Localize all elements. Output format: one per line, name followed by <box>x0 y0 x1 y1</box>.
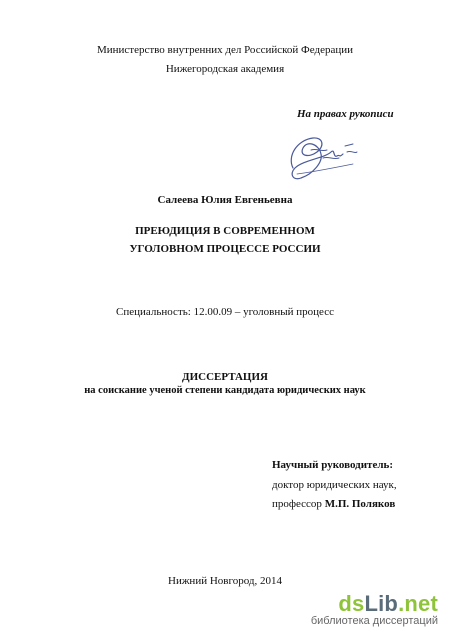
place-year: Нижний Новгород, 2014 <box>168 575 282 587</box>
supervisor-heading: Научный руководитель: <box>272 459 393 471</box>
title-line-2: УГОЛОВНОМ ПРОЦЕССЕ РОССИИ <box>129 243 321 255</box>
supervisor-title-name <box>272 497 395 511</box>
logo-ds: ds <box>338 591 365 616</box>
author-name: Салеева Юлия Евгеньевна <box>157 194 293 206</box>
supervisor-name: М.П. Поляков <box>324 498 396 510</box>
logo-net: .net <box>398 591 438 616</box>
document-type: ДИССЕРТАЦИЯ <box>182 371 268 383</box>
academy-header: Нижегородская академия <box>165 63 285 75</box>
specialty: Специальность: 12.00.09 – уголовный процесс <box>116 306 334 318</box>
ministry-header: Министерство внутренних дел Российской Федерации <box>96 44 353 56</box>
dslib-tagline: библиотека диссертаций <box>310 615 438 627</box>
degree-purpose: на соискание ученой степени кандидата юридических наук <box>84 385 366 396</box>
handwritten-signature <box>283 128 363 190</box>
logo-lib: Lib <box>364 591 399 616</box>
dslib-logo <box>311 592 438 616</box>
supervisor-title-prefix: профессор <box>272 498 322 510</box>
supervisor-degree: доктор юридических наук, <box>272 479 397 491</box>
title-line-1: ПРЕЮДИЦИЯ В СОВРЕМЕННОМ <box>135 225 315 237</box>
dslib-watermark <box>311 592 438 628</box>
rights-note: На правах рукописи <box>297 108 394 120</box>
